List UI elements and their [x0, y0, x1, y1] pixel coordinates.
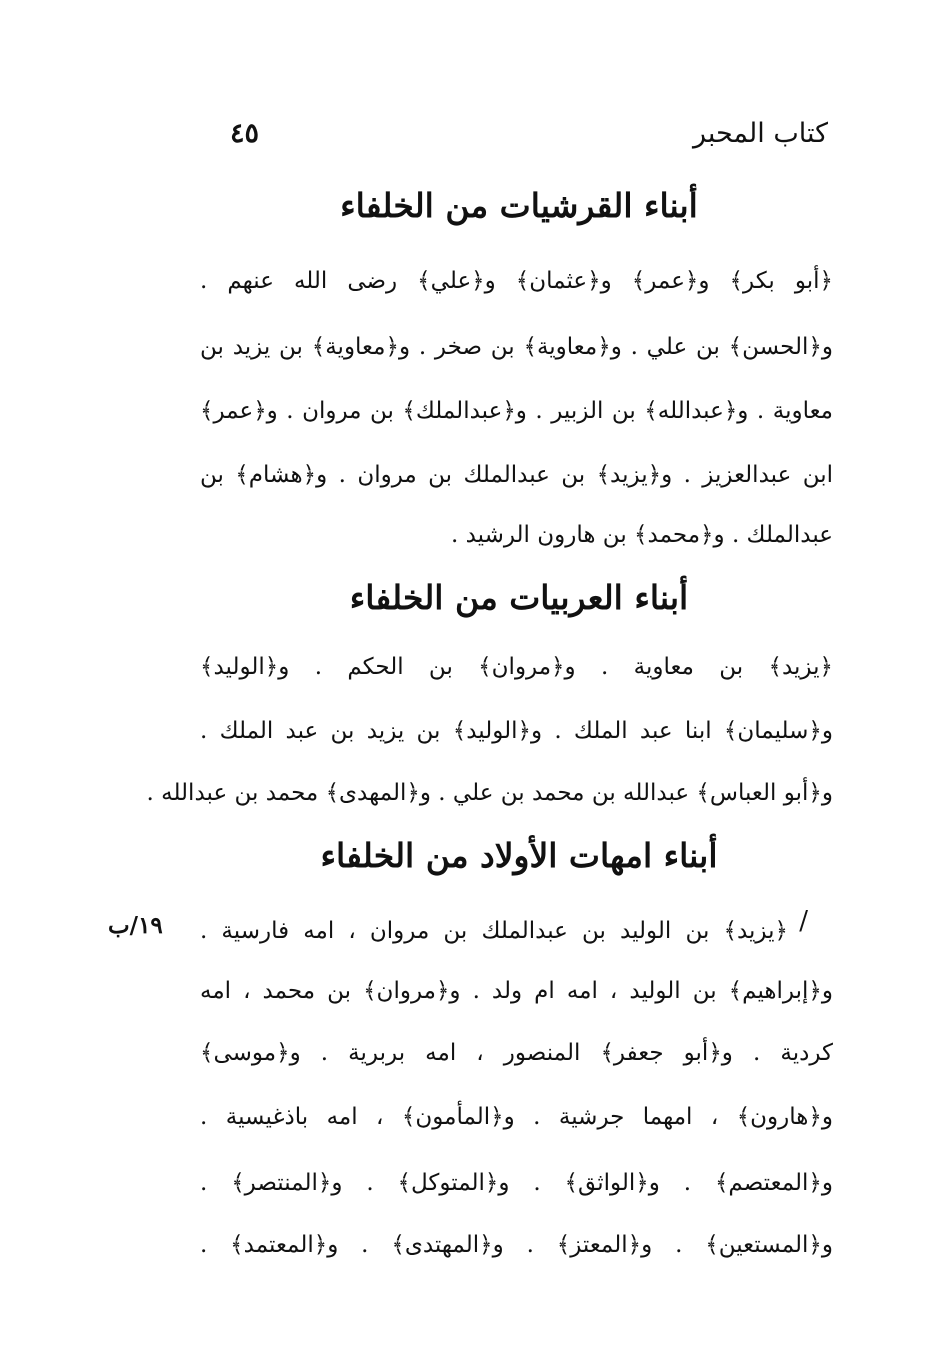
running-header — [230, 118, 828, 158]
page-number: ٤٥ — [230, 118, 260, 149]
text-line: عبدالملك . و﴿محمد﴾ بن هارون الرشيد . — [450, 522, 833, 548]
text-line: و﴿المعتصم﴾ . و﴿الواثق﴾ . و﴿المتوكل﴾ . و﴿المنتصر﴾ . — [200, 1170, 833, 1196]
text-line: معاوية . و﴿عبدالله﴾ بن الزبير . و﴿عبدالملك﴾ بن مروان . و﴿عمر﴾ — [200, 398, 833, 424]
text-line: و﴿أبو العباس﴾ عبدالله بن محمد بن علي . و﴿المهدى﴾ محمد بن عبدالله . — [146, 780, 833, 806]
section-heading: أبناء القرشيات من الخلفاء — [340, 186, 698, 225]
text-line: ابن عبدالعزيز . و﴿يزيد﴾ بن عبدالملك بن مروان . و﴿هشام﴾ بن — [200, 462, 833, 488]
text-line: ﴿يزيد﴾ بن الوليد بن عبدالملك بن مروان ، امه فارسية . — [200, 918, 788, 944]
book-title: كتاب المحبر — [692, 118, 828, 149]
text-line: ﴿أبو بكر﴾ و﴿عمر﴾ و﴿عثمان﴾ و﴿علي﴾ رضى الله عنهم . — [200, 268, 833, 294]
section-heading: أبناء العربيات من الخلفاء — [349, 578, 689, 617]
text-line: و﴿إبراهيم﴾ بن الوليد ، امه ام ولد . و﴿مروان﴾ بن محمد ، امه — [200, 978, 833, 1004]
text-line: و﴿هارون﴾ ، امهما جرشية . و﴿المأمون﴾ ، امه باذغيسية . — [200, 1104, 833, 1130]
text-line: و﴿سليمان﴾ ابنا عبد الملك . و﴿الوليد﴾ بن يزيد بن عبد الملك . — [200, 718, 833, 744]
section-heading: أبناء امهات الأولاد من الخلفاء — [320, 836, 718, 875]
text-line: كردية . و﴿أبو جعفر﴾ المنصور ، امه بربرية . و﴿موسى﴾ — [200, 1040, 833, 1066]
margin-folio-note: ١٩/ب — [108, 912, 163, 939]
text-line: و﴿المستعين﴾ . و﴿المعتز﴾ . و﴿المهتدى﴾ . و﴿المعتمد﴾ . — [200, 1232, 833, 1258]
text-line: و﴿الحسن﴾ بن علي . و﴿معاوية﴾ بن صخر . و﴿معاوية﴾ بن يزيد بن — [200, 334, 833, 360]
folio-slash-mark: / — [799, 906, 808, 936]
text-line: ﴿يزيد﴾ بن معاوية . و﴿مروان﴾ بن الحكم . و﴿الوليد﴾ — [200, 654, 833, 680]
